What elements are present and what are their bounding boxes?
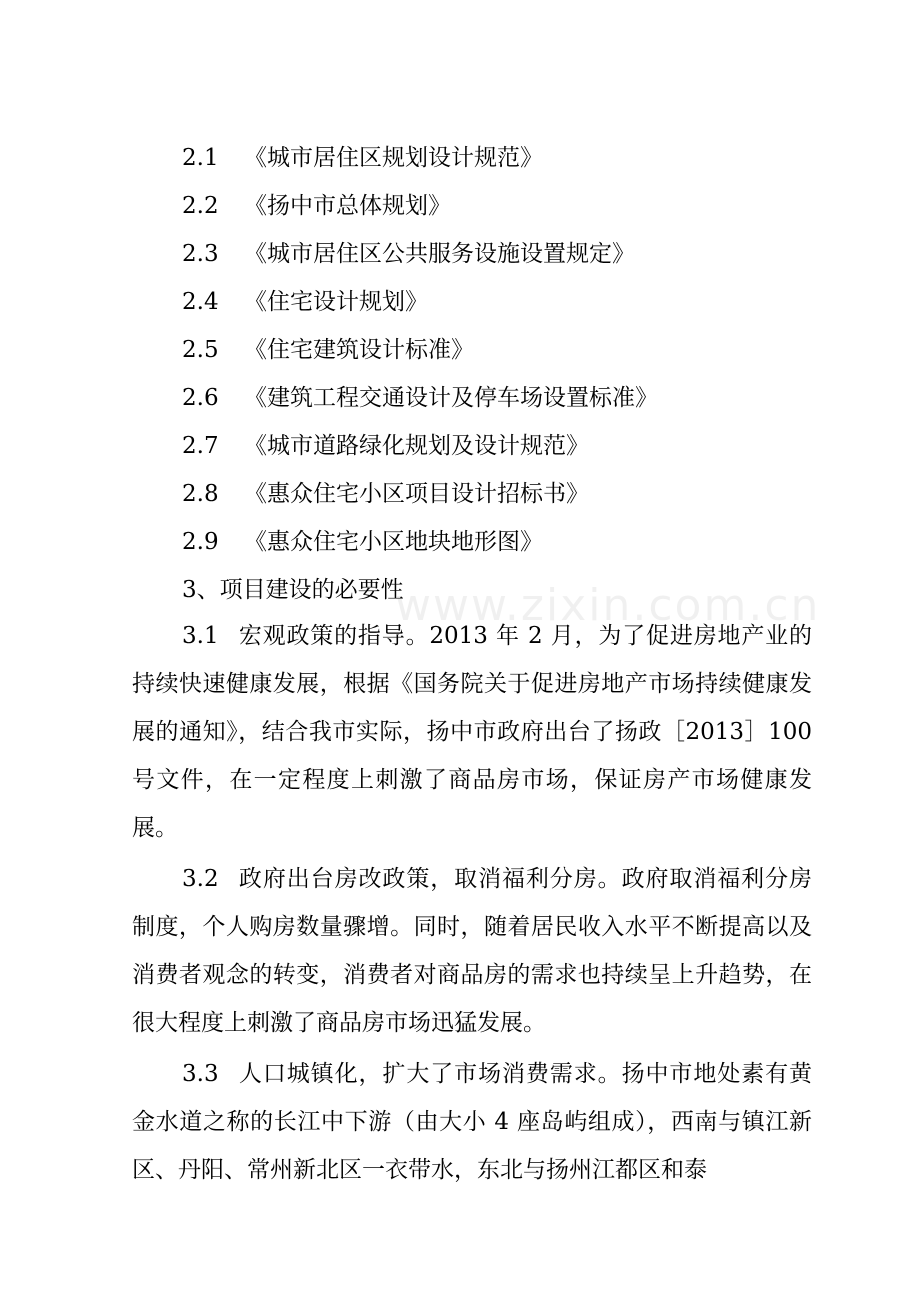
reference-item-2-3	[182, 239, 635, 269]
reference-title: 《住宅建筑设计标准》	[244, 337, 474, 363]
paragraph-number: 3.1	[182, 623, 219, 649]
reference-title: 《城市居住区公共服务设施设置规定》	[244, 241, 635, 267]
reference-title: 《城市居住区规划设计规范》	[244, 145, 543, 171]
reference-number: 2.2	[182, 193, 219, 219]
reference-number: 2.3	[182, 241, 219, 267]
reference-number: 2.1	[182, 145, 219, 171]
reference-number: 2.6	[182, 385, 219, 411]
paragraph-3-1	[132, 612, 812, 852]
reference-number: 2.4	[182, 289, 219, 315]
reference-number: 2.8	[182, 481, 219, 507]
reference-number: 2.9	[182, 529, 219, 555]
reference-title: 《惠众住宅小区地块地形图》	[244, 529, 543, 555]
paragraph-number: 3.2	[182, 866, 219, 892]
paragraph-number: 3.3	[182, 1061, 219, 1087]
reference-item-2-6	[182, 383, 658, 413]
reference-title: 《惠众住宅小区项目设计招标书》	[244, 481, 589, 507]
paragraph-text: 政府出台房改政策，取消福利分房。政府取消福利分房制度，个人购房数量骤增。同时，随着居民收入水平不断提高以及消费者观念的转变，消费者对商品房的需求也持续呈上升趋势，在很大程度上刺激了商品房市场迅猛发展。	[132, 866, 812, 1036]
reference-item-2-2	[182, 191, 451, 221]
reference-number: 2.5	[182, 337, 219, 363]
section-heading: 3、项目建设的必要性	[182, 577, 404, 603]
reference-title: 《城市道路绿化规划及设计规范》	[244, 433, 589, 459]
watermark: www.zixin.com.cn	[395, 580, 821, 631]
reference-title: 《扬中市总体规划》	[244, 193, 451, 219]
reference-title: 《住宅设计规划》	[244, 289, 428, 315]
paragraph-text: 人口城镇化，扩大了市场消费需求。扬中市地处素有黄金水道之称的长江中下游（由大小 4 座岛屿组成），西南与镇江新区、丹阳、常州新北区一衣带水，东北与扬州江都区和泰	[132, 1061, 812, 1183]
reference-number: 2.7	[182, 433, 219, 459]
reference-item-2-8	[182, 479, 589, 509]
reference-item-2-7	[182, 431, 589, 461]
paragraph-3-2	[132, 855, 812, 1047]
paragraph-text: 宏观政策的指导。2013 年 2 月，为了促进房地产业的持续快速健康发展，根据《国务院关于促进房地产市场持续健康发展的通知》，结合我市实际，扬中市政府出台了扬政［2013］100 号文件，在一定程度上刺激了商品房市场，保证房产市场健康发展。	[132, 623, 812, 841]
reference-item-2-1	[182, 143, 543, 173]
reference-title: 《建筑工程交通设计及停车场设置标准》	[244, 385, 658, 411]
paragraph-3-3	[132, 1050, 812, 1194]
reference-item-2-5	[182, 335, 474, 365]
reference-item-2-9	[182, 527, 543, 557]
reference-item-2-4	[182, 287, 428, 317]
